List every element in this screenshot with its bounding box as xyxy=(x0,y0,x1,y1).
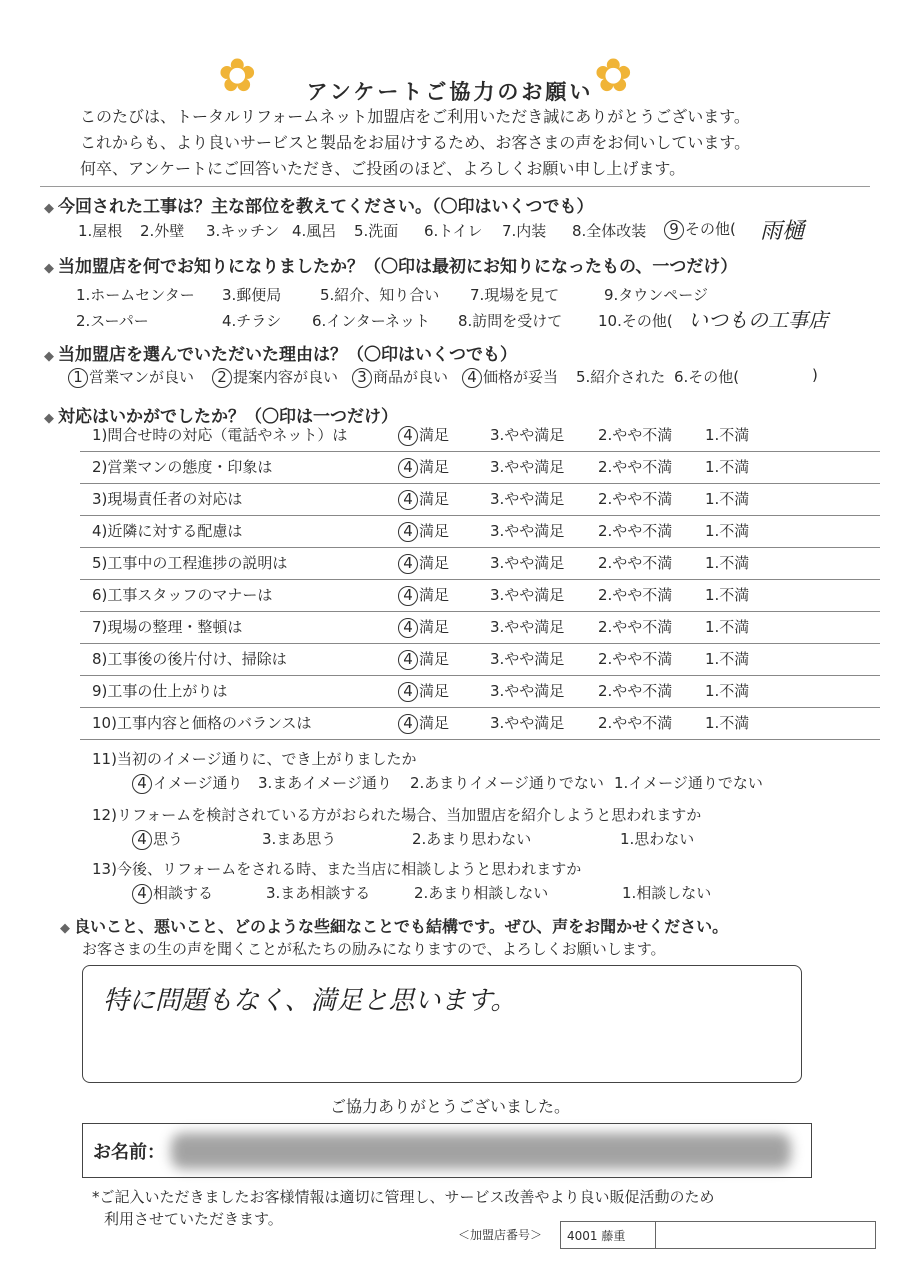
diamond-icon: ◆ xyxy=(44,201,54,216)
diamond-icon: ◆ xyxy=(44,349,54,364)
circle-mark: 2 xyxy=(212,368,232,388)
rating-2[interactable]: 2.やや不満 xyxy=(598,586,673,604)
rating-row-4 xyxy=(80,516,880,548)
rating-1[interactable]: 1.不満 xyxy=(705,522,750,540)
circle-mark: 4 xyxy=(398,714,418,734)
rating-3[interactable]: 3.やや満足 xyxy=(490,586,565,604)
q3-option-1-selected[interactable] xyxy=(68,366,194,388)
q13-option-1[interactable]: 1.相談しない xyxy=(622,884,712,902)
q2-option-3[interactable]: 3.郵便局 xyxy=(222,286,282,304)
rating-1[interactable]: 1.不満 xyxy=(705,586,750,604)
q3-option-3-selected[interactable] xyxy=(352,366,448,388)
circle-mark: 4 xyxy=(398,618,418,638)
q2-option-1[interactable]: 1.ホームセンター xyxy=(76,286,195,304)
rating-2[interactable]: 2.やや不満 xyxy=(598,714,673,732)
rating-row-10 xyxy=(80,708,880,740)
q11-option-2[interactable]: 2.あまりイメージ通りでない xyxy=(410,774,604,792)
q1-option-5[interactable]: 5.洗面 xyxy=(354,222,399,240)
q1-option-4[interactable]: 4.風呂 xyxy=(292,222,337,240)
name-field[interactable] xyxy=(82,1123,812,1178)
rating-3[interactable]: 3.やや満足 xyxy=(490,714,565,732)
circle-mark: 9 xyxy=(664,220,684,240)
rating-3[interactable]: 3.やや満足 xyxy=(490,650,565,668)
rating-4-label: 満足 xyxy=(419,490,450,508)
circle-mark: 4 xyxy=(132,884,152,904)
comments-prompt-2: お客さまの生の声を聞くことが私たちの励みになりますので、よろしくお願いします。 xyxy=(82,940,666,958)
rating-2[interactable]: 2.やや不満 xyxy=(598,490,673,508)
q2-option-7[interactable]: 7.現場を見て xyxy=(470,286,560,304)
rating-2[interactable]: 2.やや不満 xyxy=(598,426,673,444)
rating-1[interactable]: 1.不満 xyxy=(705,714,750,732)
rating-1[interactable]: 1.不満 xyxy=(705,426,750,444)
intro-line-3: 何卒、アンケートにご回答いただき、ご投函のほど、よろしくお願い申し上げます。 xyxy=(80,159,686,178)
q1-option-8[interactable]: 8.全体改装 xyxy=(572,222,647,240)
circle-mark: 4 xyxy=(398,522,418,542)
rating-3[interactable]: 3.やや満足 xyxy=(490,426,565,444)
q13-option-2[interactable]: 2.あまり相談しない xyxy=(414,884,549,902)
q2-handwritten: いつもの工事店 xyxy=(688,308,828,332)
rating-1[interactable]: 1.不満 xyxy=(705,682,750,700)
rating-4-selected[interactable] xyxy=(398,488,449,510)
q1-option-1[interactable]: 1.屋根 xyxy=(78,222,123,240)
store-number-label: ＜加盟店番号＞ xyxy=(458,1228,543,1242)
q2-option-8[interactable]: 8.訪問を受けて xyxy=(458,312,563,330)
intro-line-2: これからも、より良いサービスと製品をお届けするため、お客さまの声をお伺いしています。 xyxy=(80,133,751,152)
q3-option-3-label: 商品が良い xyxy=(373,368,449,386)
rating-3[interactable]: 3.やや満足 xyxy=(490,522,565,540)
rating-row-6 xyxy=(80,580,880,612)
q3-option-6-close: ) xyxy=(812,366,818,384)
rating-4-label: 満足 xyxy=(419,522,450,540)
comments-heading xyxy=(60,914,728,937)
rating-4-label: 満足 xyxy=(419,586,450,604)
divider xyxy=(40,186,870,187)
rating-label: 9)工事の仕上がりは xyxy=(92,682,228,700)
rating-2[interactable]: 2.やや不満 xyxy=(598,618,673,636)
rating-4-selected[interactable] xyxy=(398,456,449,478)
q2-option-4[interactable]: 4.チラシ xyxy=(222,312,282,330)
rating-2[interactable]: 2.やや不満 xyxy=(598,458,673,476)
flower-right-icon: ✿ xyxy=(594,48,633,102)
diamond-icon: ◆ xyxy=(60,921,70,936)
rating-2[interactable]: 2.やや不満 xyxy=(598,682,673,700)
rating-3[interactable]: 3.やや満足 xyxy=(490,618,565,636)
q2-question: 当加盟店を何でお知りになりましたか？（〇印は最初にお知りになったもの、一つだけ） xyxy=(58,257,738,277)
q2-option-6[interactable]: 6.インターネット xyxy=(312,312,430,330)
diamond-icon: ◆ xyxy=(44,411,54,426)
q1-handwritten: 雨樋 xyxy=(760,219,805,244)
q12-option-2[interactable]: 2.あまり思わない xyxy=(412,830,532,848)
thanks-text: ご協力ありがとうございました。 xyxy=(329,1097,570,1116)
rating-3[interactable]: 3.やや満足 xyxy=(490,490,565,508)
q11-option-4-label: イメージ通り xyxy=(153,774,243,792)
q3-option-4-selected[interactable] xyxy=(462,366,558,388)
comment-box[interactable] xyxy=(82,965,802,1083)
q2-heading xyxy=(44,252,737,277)
q12-option-3[interactable]: 3.まあ思う xyxy=(262,830,337,848)
rating-1[interactable]: 1.不満 xyxy=(705,650,750,668)
rating-4-selected[interactable] xyxy=(398,584,449,606)
q13-question: 13)今後、リフォームをされる時、また当店に相談しようと思われますか xyxy=(92,860,582,878)
rating-4-selected[interactable] xyxy=(398,520,449,542)
rating-label: 4)近隣に対する配慮は xyxy=(92,522,243,540)
rating-2[interactable]: 2.やや不満 xyxy=(598,650,673,668)
comment-handwritten: 特に問題もなく、満足と思います。 xyxy=(103,986,517,1016)
q4-question: 対応はいかがでしたか？（〇印は一つだけ） xyxy=(58,407,398,427)
rating-3[interactable]: 3.やや満足 xyxy=(490,458,565,476)
rating-label: 2)営業マンの態度・印象は xyxy=(92,458,273,476)
circle-mark: 4 xyxy=(132,830,152,850)
q12-question: 12)リフォームを検討されている方がおられた場合、当加盟店を紹介しようと思われますか xyxy=(92,806,702,824)
rating-label: 10)工事内容と価格のバランスは xyxy=(92,714,312,732)
q1-heading xyxy=(44,192,594,217)
circle-mark: 4 xyxy=(398,426,418,446)
rating-1[interactable]: 1.不満 xyxy=(705,458,750,476)
redacted-name xyxy=(171,1133,791,1169)
rating-label: 7)現場の整理・整頓は xyxy=(92,618,243,636)
q1-option-6[interactable]: 6.トイレ xyxy=(424,222,483,240)
circle-mark: 4 xyxy=(398,458,418,478)
circle-mark: 4 xyxy=(398,586,418,606)
circle-mark: 4 xyxy=(398,490,418,510)
diamond-icon: ◆ xyxy=(44,261,54,276)
rating-row-8 xyxy=(80,644,880,676)
rating-label: 6)工事スタッフのマナーは xyxy=(92,586,273,604)
rating-4-label: 満足 xyxy=(419,618,450,636)
rating-4-selected[interactable] xyxy=(398,424,449,446)
q3-option-2-selected[interactable] xyxy=(212,366,338,388)
rating-row-1 xyxy=(80,420,880,452)
q11-option-3[interactable]: 3.まあイメージ通り xyxy=(258,774,392,792)
rating-label: 8)工事後の後片付け、掃除は xyxy=(92,650,287,668)
q12-option-4-label: 思う xyxy=(153,830,184,848)
q2-option-2[interactable]: 2.スーパー xyxy=(76,312,149,330)
q1-option-2[interactable]: 2.外壁 xyxy=(140,222,185,240)
q1-option-7[interactable]: 7.内装 xyxy=(502,222,547,240)
q3-option-1-label: 営業マンが良い xyxy=(89,368,195,386)
circle-mark: 1 xyxy=(68,368,88,388)
q2-option-10[interactable]: 10.その他( xyxy=(598,312,673,330)
rating-4-selected[interactable] xyxy=(398,712,449,734)
rating-2[interactable]: 2.やや不満 xyxy=(598,554,673,572)
rating-4-label: 満足 xyxy=(419,682,450,700)
rating-3[interactable]: 3.やや満足 xyxy=(490,554,565,572)
rating-row-2 xyxy=(80,452,880,484)
rating-4-label: 満足 xyxy=(419,714,450,732)
rating-1[interactable]: 1.不満 xyxy=(705,554,750,572)
page-title: アンケートご協力のお願い xyxy=(306,80,594,104)
rating-4-label: 満足 xyxy=(419,650,450,668)
q13-option-4-label: 相談する xyxy=(153,884,214,902)
store-box-divider xyxy=(655,1222,656,1248)
rating-row-9 xyxy=(80,676,880,708)
rating-2[interactable]: 2.やや不満 xyxy=(598,522,673,540)
rating-4-label: 満足 xyxy=(419,458,450,476)
q2-option-5[interactable]: 5.紹介、知り合い xyxy=(320,286,440,304)
circle-mark: 4 xyxy=(398,650,418,670)
rating-1[interactable]: 1.不満 xyxy=(705,490,750,508)
q11-question: 11)当初のイメージ通りに、でき上がりましたか xyxy=(92,750,417,768)
rating-label: 1)問合せ時の対応（電話やネット）は xyxy=(92,426,348,444)
privacy-note-2: 利用させていただきます。 xyxy=(104,1210,283,1228)
rating-4-selected[interactable] xyxy=(398,616,449,638)
name-label: お名前： xyxy=(93,1142,165,1163)
rating-4-label: 満足 xyxy=(419,426,450,444)
rating-3[interactable]: 3.やや満足 xyxy=(490,682,565,700)
q3-heading xyxy=(44,340,517,365)
rating-row-7 xyxy=(80,612,880,644)
flower-left-icon: ✿ xyxy=(218,48,257,102)
rating-4-selected[interactable] xyxy=(398,680,449,702)
q1-question: 今回された工事は？主な部位を教えてください。（〇印はいくつでも） xyxy=(58,197,594,217)
comments-prompt-1: 良いこと、悪いこと、どのような些細なことでも結構です。ぜひ、声をお聞かせください。 xyxy=(74,917,729,936)
rating-4-label: 満足 xyxy=(419,554,450,572)
rating-label: 3)現場責任者の対応は xyxy=(92,490,243,508)
q3-option-5[interactable]: 5.紹介された xyxy=(576,368,666,386)
q3-option-6[interactable]: 6.その他( xyxy=(674,368,740,386)
q1-option-9-selected[interactable] xyxy=(664,218,736,240)
rating-1[interactable]: 1.不満 xyxy=(705,618,750,636)
circle-mark: 4 xyxy=(398,682,418,702)
store-number-box xyxy=(560,1221,876,1249)
circle-mark: 4 xyxy=(462,368,482,388)
circle-mark: 4 xyxy=(132,774,152,794)
rating-4-selected[interactable] xyxy=(398,552,449,574)
q11-option-1[interactable]: 1.イメージ通りでない xyxy=(614,774,763,792)
q13-option-4-selected[interactable] xyxy=(132,882,213,904)
rating-row-5 xyxy=(80,548,880,580)
q1-option-3[interactable]: 3.キッチン xyxy=(206,222,280,240)
rating-label: 5)工事中の工程進捗の説明は xyxy=(92,554,288,572)
circle-mark: 4 xyxy=(398,554,418,574)
q12-option-1[interactable]: 1.思わない xyxy=(620,830,695,848)
q11-option-4-selected[interactable] xyxy=(132,772,243,794)
q3-option-2-label: 提案内容が良い xyxy=(233,368,339,386)
q1-option-9-label: その他( xyxy=(685,220,736,238)
rating-4-selected[interactable] xyxy=(398,648,449,670)
q13-option-3[interactable]: 3.まあ相談する xyxy=(266,884,371,902)
privacy-note-1: *ご記入いただきましたお客様情報は適切に管理し、サービス改善やより良い販促活動のため xyxy=(92,1188,715,1206)
intro-line-1: このたびは、トータルリフォームネット加盟店をご利用いただき誠にありがとうございます。 xyxy=(80,107,750,126)
q12-option-4-selected[interactable] xyxy=(132,828,183,850)
q2-option-9[interactable]: 9.タウンページ xyxy=(604,286,709,304)
q3-question: 当加盟店を選んでいただいた理由は？（〇印はいくつでも） xyxy=(58,345,517,365)
q3-option-4-label: 価格が妥当 xyxy=(483,368,559,386)
store-number-value: 4001 藤重 xyxy=(567,1229,626,1243)
circle-mark: 3 xyxy=(352,368,372,388)
rating-row-3 xyxy=(80,484,880,516)
